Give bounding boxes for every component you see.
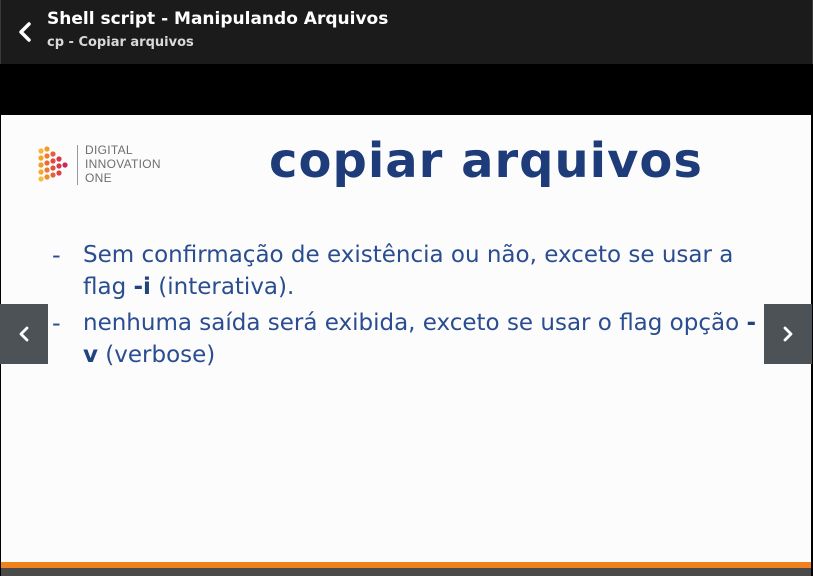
bullet-flag: -v: [83, 310, 757, 368]
logo-line-one: ONE: [85, 171, 112, 185]
logo-line-digital: DIGITAL: [85, 143, 133, 157]
bullet-text: [83, 239, 769, 303]
chevron-left-icon: [17, 325, 31, 343]
back-arrow-icon: [16, 21, 34, 43]
bullet-text-after: (verbose): [98, 342, 216, 368]
back-button[interactable]: [11, 16, 39, 48]
bullet-text-before: Sem confirmação de existência ou não, exceto se usar a flag: [83, 242, 734, 300]
slide-content: [1, 115, 811, 562]
logo-divider: [77, 145, 78, 185]
chevron-right-icon: [781, 325, 795, 343]
course-header: [0, 0, 813, 64]
bullet-text-before: nenhuma saída será exibida, exceto se usar o flag opção: [83, 310, 747, 336]
slide-heading: copiar arquivos: [269, 133, 703, 189]
previous-slide-button[interactable]: [0, 304, 48, 364]
logo-wordmark: [85, 143, 161, 185]
dio-logo-icon: [37, 145, 71, 185]
bullet-list: [49, 239, 769, 375]
course-title: Shell script - Manipulando Arquivos: [47, 9, 389, 29]
bullet-text-after: (interativa).: [150, 274, 295, 300]
bullet-dash: -: [52, 309, 61, 337]
bullet-text: [83, 307, 769, 371]
bullet-flag: -i: [133, 274, 151, 300]
lesson-title: cp - Copiar arquivos: [47, 35, 194, 50]
bottom-strip: [1, 568, 811, 576]
dio-logo: [37, 143, 187, 187]
bullet-item: [49, 307, 769, 371]
bullet-item: [49, 239, 769, 303]
logo-line-innovation: INNOVATION: [85, 157, 161, 171]
next-slide-button[interactable]: [764, 304, 812, 364]
bullet-dash: -: [52, 241, 61, 269]
